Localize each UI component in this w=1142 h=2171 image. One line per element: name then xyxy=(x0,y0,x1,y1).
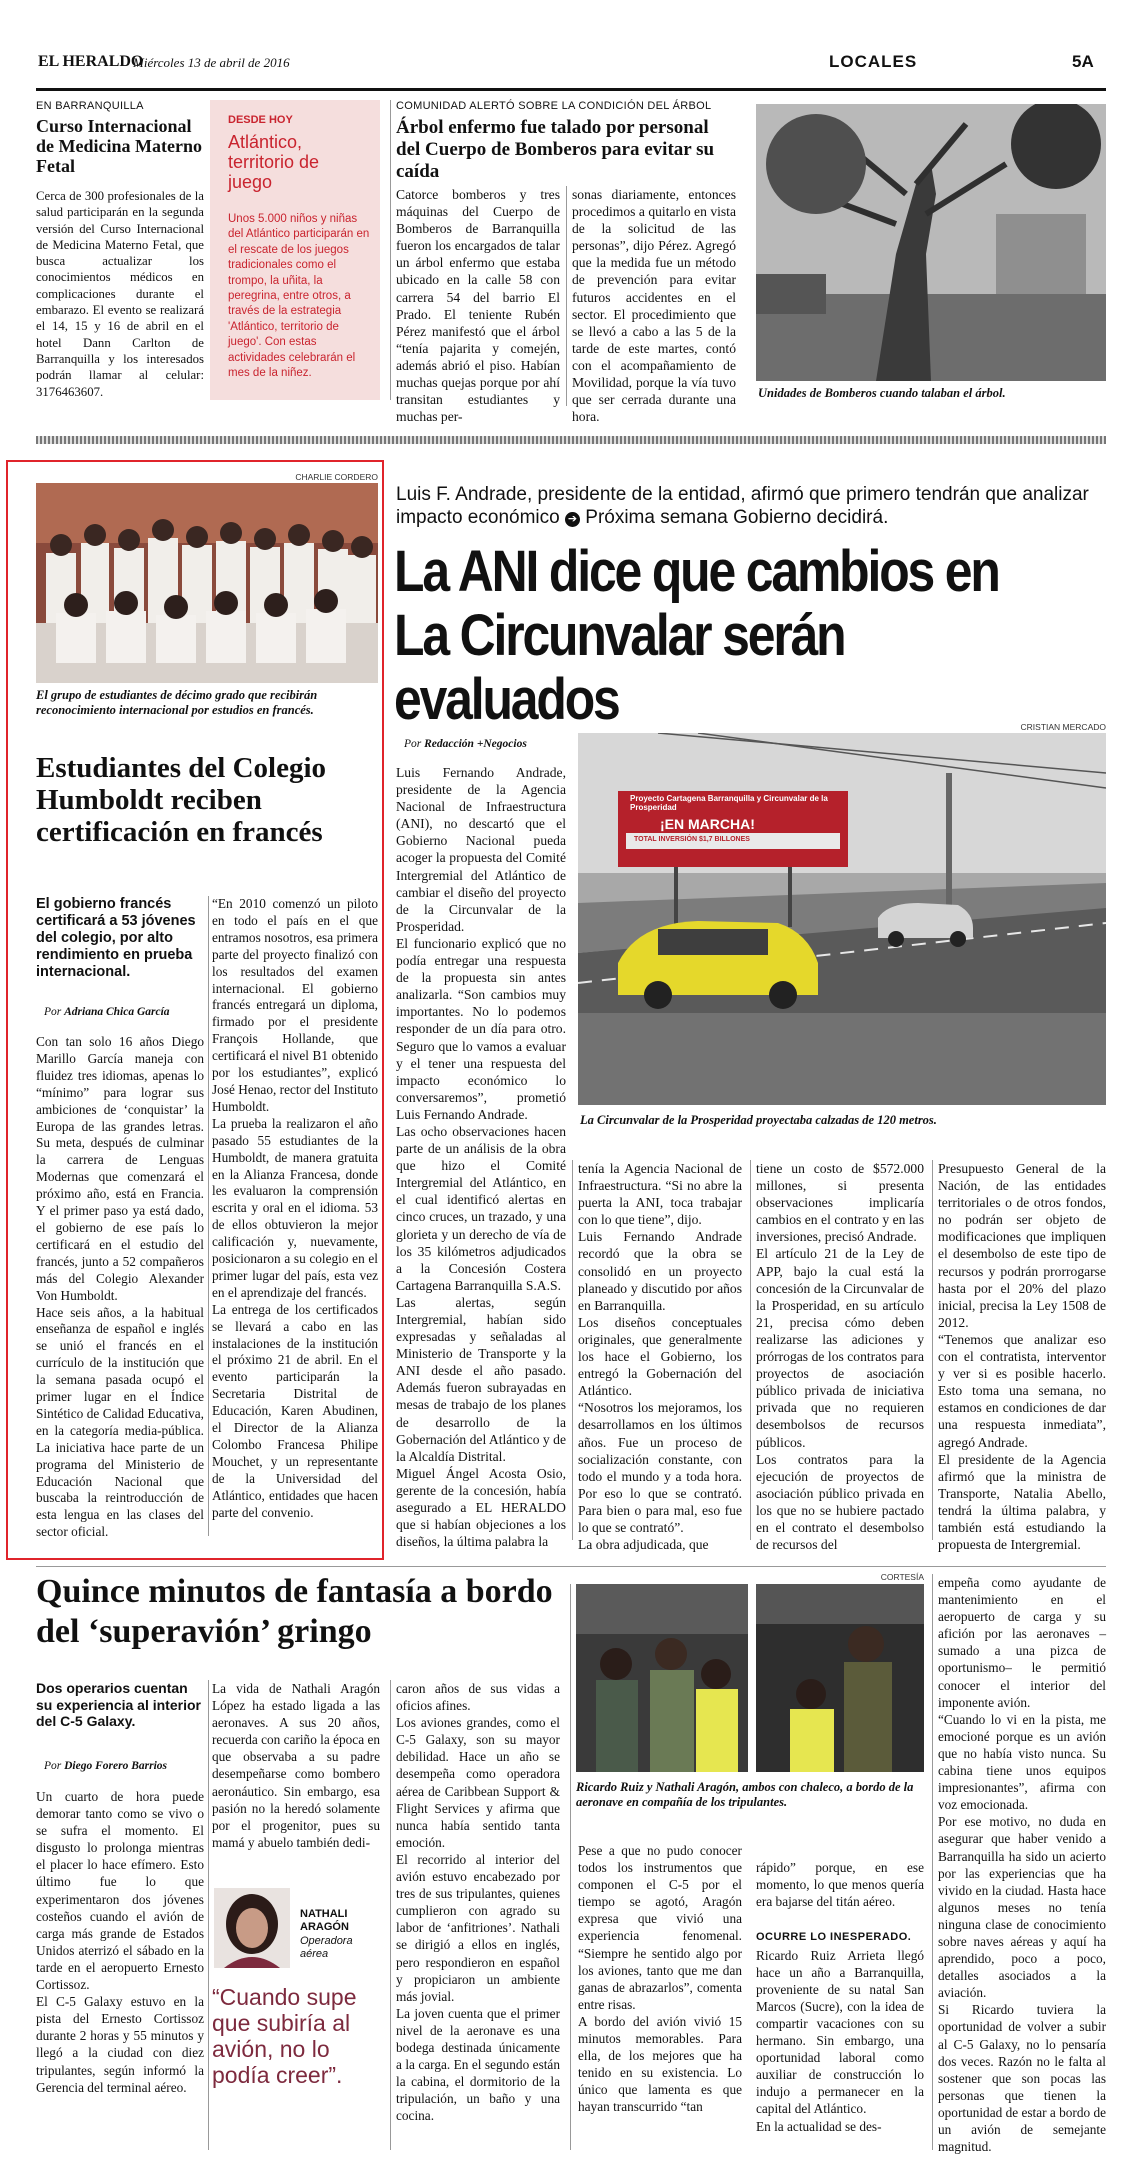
billboard-line-2: ¡EN MARCHA! xyxy=(660,816,755,832)
story-title: Árbol enfermo fue talado por personal del Cuerpo de Bomberos para evitar su caída xyxy=(396,117,715,182)
crew-caption: Ricardo Ruiz y Nathali Aragón, ambos con chaleco, a bordo de la aeronave en compañía de los tripulantes. xyxy=(576,1780,914,1809)
article-col-2: tenía la Agencia Nacional de Infraestructura. “Si no abre la puerta la ANI, toca trabajar con lo que tiene”, dijo. Luis Fernando Andrade recordó que la obra se consolidó en un proyecto planeado y discutido por años en Barranquilla. Los diseños conceptuales originales, que generalmente los hace el Gobierno, los entregó la Gobernación del Atlántico. “Nosotros los mejoramos, los desarrollamos en los últimos años. Fue un proceso de socialización constante, con todo el mundo y a toda hora. Por eso lo que se contrató. Para bien o para mal, eso fue lo que se contrató”. La obra adjudicada, que xyxy=(578,1161,742,1553)
article-col-3: tiene un costo de $572.000 millones, si presenta observaciones implicaría cambios en el contrato y en las inversiones, precisó Andrade. El artículo 21 de la Ley de APP, bajo la cual está la concesión de la Circunvalar de la Prosperidad, en su artículo 21, precisa cómo deben realizarse las adiciones y prórrogas de los contratos para proyectos de asociación público privada de iniciativa privada que no requieren desembolsos de recursos públicos. Los contratos para la ejecución de proyectos de asociación público privada en los que no se hubiere pactado en el contrato el desembolso de recursos del xyxy=(756,1161,924,1553)
article-col-5 xyxy=(756,1842,924,2135)
subhead: OCURRE LO INESPERADO. xyxy=(756,1931,912,1944)
col-5-a: rápido” porque, en ese momento, lo que menos quería era bajarse del titán aéreo. xyxy=(756,1860,924,1910)
article-byline xyxy=(44,1006,224,1018)
pull-quote: “Cuando supe que subiría al avión, no lo podía creer”. xyxy=(212,1984,357,2088)
col-5-b: Ricardo Ruiz Arrieta llegó hace un año a Barranquilla, proveniente de su natal San Marcos (Sucre), con la idea de compartir vacaciones con su hermano. Sin embargo, una oportunidad laboral como auxiliar de construcción lo indujo a permanecer en la capital del Atlántico. En la actualidad se des- xyxy=(756,1947,924,2134)
column-rule xyxy=(208,896,209,1536)
byline-prefix: Por xyxy=(44,1006,62,1018)
article-deck: El gobierno francés certificará a 53 jóvenes del colegio, por alto rendimiento en prueba internacional. xyxy=(36,896,196,980)
column-rule xyxy=(570,1584,571,2150)
deck-part-2: Próxima semana Gobierno decidirá. xyxy=(585,507,889,528)
byline-name: Adriana Chica García xyxy=(64,1006,170,1018)
column-rule xyxy=(390,100,391,400)
story-medicina xyxy=(36,100,204,400)
column-rule xyxy=(932,1160,933,1540)
photo-credit: CRISTIAN MERCADO xyxy=(1020,722,1106,732)
page-number: 5A xyxy=(1072,52,1094,71)
section-name: LOCALES xyxy=(829,52,918,71)
article-deck xyxy=(396,483,1106,529)
crew-photo-right xyxy=(756,1584,924,1772)
photo-credit: CORTESÍA xyxy=(880,1572,924,1582)
article-col-1: Luis Fernando Andrade, presidente de la Agencia Nacional de Infraestructura (ANI), no descartó que el Gobierno Nacional pueda acoger la propuesta del Comité Intergremial del Atlántico de cambiar el diseño del proyecto de la Circunvalar de la Prosperidad. El funcionario explicó que no podía entregar una respuesta de la propuesta sin antes analizarla. “Son cambios muy importantes. No lo podemos responder de un día para otro. Seguro que lo vamos a evaluar y el tener una respuesta del impacto económico lo conversaremos”, prometió Luis Fernando Andrade. Las ocho observaciones hacen parte de un análisis de la obra que hizo el Comité Intergremial del Atlántico, en el cual identificó alertas en cinco cruces, un trazado, y una glorieta y un derecho de vía de los 35 kilómetros adjudicados a la Concesión Costera Cartagena Barranquilla S.A.S. Las alertas, según Intergremial, habían sido expresadas y señaladas al Ministerio de Transporte y la ANI desde el año pasado. Además fueron subrayadas en mesas de trabajo de los planes de desarrollo de la Gobernación del Atlántico y de la Alcaldía Distrital. Miguel Ángel Acosta Osio, gerente de la concesión, había asegurado a EL HERALDO que si habían objeciones a los diseños, la última palabra la xyxy=(396,765,566,1550)
column-rule xyxy=(932,1574,933,2150)
column-rule xyxy=(750,1160,751,1540)
highway-photo xyxy=(578,733,1106,1105)
article-col-4: Presupuesto General de la Nación, de las entidades territoriales o de otros fondos, no podrán ser objeto de modificaciones que impliquen el desembolso de este tipo de recursos y podrán prorrogarse hasta por el 20% del plazo inicial, precisa la Ley 1508 de 2012. “Tenemos que analizar eso con el contratista, interventor y ver si es posible hacerlo. Esto toma una semana, no estamos en condiciones de dar una respuesta inmediata”, agregó Andrade. El presidente de la Agencia afirmó que la ministra de Transporte, Natalia Abello, tendrá la última palabra, y también está estudiando la propuesta de Intergremial. xyxy=(938,1161,1106,1553)
tree-photo xyxy=(756,104,1106,381)
story-body: Cerca de 300 profesionales de la salud participarán en la segunda versión del Curso Internacional de Medicina Materno Fetal, que busca actualizar los conocimientos médicos en complicaciones durante el embarazo. El evento se realizará el 14, 15 y 16 de abril en el hotel Dann Carlton de Barranquilla y los interesados podrán llamar al celular: 3176463607. xyxy=(36,189,204,399)
billboard-line-3: TOTAL INVERSIÓN $1,7 BILLONES xyxy=(634,836,750,843)
story-body: Unos 5.000 niños y niñas del Atlántico participarán en el rescate de los juegos tradicionales como el trompo, la uñita, la peregrina, entre otros, a través de la estrategia 'Atlántico, territorio de juego'. Con estas actividades celebrarán el mes de la niñez. xyxy=(228,213,370,380)
header-rule xyxy=(36,88,1106,91)
story-atlantico-box xyxy=(210,100,380,400)
story-col-1: Catorce bomberos y tres máquinas del Cuerpo de Bomberos de Barranquilla fueron los encargados de talar un árbol enfermo que estaba ubicado en la calle 58 con carrera 54 del barrio El Prado. El teniente Rubén Pérez manifestó que el árbol “tenía pajarita y comején, además abrió el piso. Habían muchas quejas porque por ahí transitan estudiantes y muchas per- xyxy=(396,187,560,425)
article-col-6: empeña como ayudante de mantenimiento en el aeropuerto de carga y su afición por las aeronaves –sumado a una pizca de oportunismo– le permitió conocer el interior del imponente avión. “Cuando lo vi en la pista, me emocioné porque es un avión que no había visto nunca. Su cabina tiene unos equipos impresionantes”, afirma con voz emocionada. Por ese motivo, no duda en asegurar que haber venido a Barranquilla ha sido un acierto por las experiencias que ha vivido en la ciudad. Hasta hace algunos meses no tenía ninguna clase de conocimiento sobre naves aéreas y aquí ha aprendido, poco a poco, detalles asociados a la aviación. Si Ricardo tuviera la oportunidad de volver a subir al C-5 Galaxy, no lo pensaría dos veces. Razón no le falta al sostener que son pocas las personas que tienen la oportunidad de estar a bordo de un avión de semejante magnitud. xyxy=(938,1575,1107,2155)
story-title: Atlántico, territorio de juego xyxy=(228,132,320,192)
article-title: Quince minutos de fantasía a bordo del ‘superavión’ gringo xyxy=(36,1573,553,1650)
students-caption: El grupo de estudiantes de décimo grado que recibirán reconocimiento internacional por estudios en francés. xyxy=(36,688,318,717)
article-title: Estudiantes del Colegio Humboldt reciben certificación en francés xyxy=(36,752,327,848)
crew-photo-left xyxy=(576,1584,748,1772)
byline-name: Diego Forero Barrios xyxy=(64,1760,167,1772)
article-byline xyxy=(404,738,574,750)
page-header xyxy=(36,50,1106,78)
article-deck: Dos operarios cuentan su experiencia al interior del C-5 Galaxy. xyxy=(36,1680,201,1729)
story-kicker: EN BARRANQUILLA xyxy=(36,100,144,112)
arrow-circle-icon: ➔ xyxy=(565,512,580,527)
story-title: Curso Internacional de Medicina Materno Fetal xyxy=(36,116,202,176)
article-title: La ANI dice que cambios en La Circunvalar serán evaluados xyxy=(394,539,999,732)
quote-name: NATHALI ARAGÓN xyxy=(300,1908,349,1933)
story-kicker: DESDE HOY xyxy=(228,114,293,126)
tree-caption: Unidades de Bomberos cuando talaban el árbol. xyxy=(758,386,1006,400)
highway-caption: La Circunvalar de la Prosperidad proyectaba calzadas de 120 metros. xyxy=(580,1113,937,1127)
column-rule xyxy=(208,1680,209,2150)
section-divider xyxy=(36,436,1106,444)
story-kicker: COMUNIDAD ALERTÓ SOBRE LA CONDICIÓN DEL ÁRBOL xyxy=(396,100,712,112)
article-col-4: Pese a que no pudo conocer todos los instrumentos que componen el C-5 por el tiempo se agotó, Aragón expresa que vivió una experiencia fenomenal. “Siempre he sentido algo por los aviones, tanto que me dan ganas de abrazarlos”, comenta entre risas. A bordo del avión vivió 15 minutos memorables. Para ella, de los mejores que ha tenido en su existencia. Lo único que lamenta es que hayan transcurrido “tan xyxy=(578,1843,742,2115)
quote-role: Operadora aérea xyxy=(300,1935,353,1960)
byline-prefix: Por xyxy=(404,738,422,750)
portrait-photo xyxy=(214,1888,290,1968)
deck-part-1: Luis F. Andrade, presidente de la entidad, afirmó que primero tendrán que analizar impacto económico xyxy=(396,484,1089,528)
column-rule xyxy=(572,1160,573,1540)
byline-prefix: Por xyxy=(44,1760,62,1772)
article-col-3: caron años de sus vidas a oficios afines. Los aviones grandes, como el C-5 Galaxy, son su mayor debilidad. Hace un año se desempeña como operadora aérea de Caribbean Support & Flight Services y afirma que nunca había sentido tanta emoción. El recorrido al interior del avión estuvo encabezado por tres de sus tripulantes, quienes cumplieron con agrado su labor de ‘anfitriones’. Nathali se dirigió a ellos en inglés, pero respondieron en español y propiciaron un ambiente más jovial. La joven cuenta que el primer nivel de la aeronave es una bodega destinada únicamente a la carga. En el segundo están la cabina, el dormitorio de la tripulación, un baño y una cocina. xyxy=(396,1681,560,2124)
article-byline xyxy=(44,1760,214,1772)
story-col-2: sonas diariamente, entonces procedimos a quitarlo en vista de la solicitud de las personas”, dijo Pérez. Agregó que la medida fue un método de prevención para evitar futuros accidentes en el sector. El procedimiento que se llevó a cabo a las 5 de la tarde de este martes, contó con el acompañamiento de Movilidad, porque la vía tuvo que ser cerrada durante una hora. xyxy=(572,187,736,425)
column-rule xyxy=(390,1680,391,2150)
article-col-1: Un cuarto de hora puede demorar tanto como se vivo o se sufra el momento. El disgusto lo prolonga mientras el placer lo hace efímero. Esto último fue lo que experimentaron dos jóvenes costeños cuando el avión de carga más grande de Estados Unidos aterrizó el sábado en la tarde en el aeropuerto Ernesto Cortissoz. El C-5 Galaxy estuvo en la pista del Ernesto Cortissoz durante 2 horas y 55 minutos y llegó a la ciudad con diez tripulantes, según informó la Gerencia del terminal aéreo. xyxy=(36,1789,204,2095)
issue-date: Miércoles 13 de abril de 2016 xyxy=(133,55,290,70)
article-col-1: Con tan solo 16 años Diego Marillo García maneja con fluidez tres idiomas, apenas lo “mínimo” para lograr sus ambiciones de ‘conquistar’ la Europa de las grandes letras. Su meta, después de culminar la carrera de Lenguas Modernas que comenzará el próximo año, está en Francia. Y el primer paso ya está dado, el gobierno de ese país lo certificará en el estudio del francés, junto a 52 compañeros más del Colegio Alexander Von Humboldt. Hace seis años, a la habitual enseñanza de español e inglés se unió el francés en el currículo de la institución que la semana pasada ocupó el primer lugar en el Índice Sintético de Calidad Educativa, en la categoría media-pública. La iniciativa hace parte de un programa del Ministerio de Educación Nacional que buscaba la reintroducción de esta lengua en las clases del sector oficial. xyxy=(36,1034,204,1540)
billboard-line-1: Proyecto Cartagena Barranquilla y Circunvalar de la Prosperidad xyxy=(630,794,828,812)
byline-name: Redacción +Negocios xyxy=(424,738,527,750)
article-col-2: “En 2010 comenzó un piloto en todo el país en el que entramos nosotros, esa primera parte del proyecto finalizó con los resultados del examen internacional. El gobierno francés entregará un diploma, firmado por el presidente François Hollande, que certificará el nivel B1 obtenido por los estudiantes”, explicó José Henao, rector del Instituto Humboldt. La prueba la realizaron el año pasado 55 estudiantes de la Humboldt, de manera gratuita en la Alianza Francesa, donde les evaluaron la comprensión escrita y oral en el idioma. 53 de ellos obtuvieron la mejor calificación y, nuevamente, posicionaron a su colegio en el primer lugar del país, esta vez en el aprendizaje del francés. La entrega de los certificados se llevará a cabo en las instalaciones de la institución el próximo 21 de abril. En el evento participarán la Secretaria Distrital de Educación, Karen Abudinen, el Director de la Alianza Colombo Francesa Philipe Mouchet, y un representante de la Universidad del Atlántico, entidades que hacen parte del convenio. xyxy=(212,896,378,1520)
column-rule xyxy=(566,186,567,406)
paper-name: EL HERALDO xyxy=(38,53,144,70)
photo-credit: CHARLIE CORDERO xyxy=(295,472,378,482)
article-col-2: La vida de Nathali Aragón López ha estado ligada a las aeronaves. A sus 20 años, recuerda con cariño la época en que observaba a su padre desempeñarse como bombero aeronáutico. Sin embargo, esa pasión no la heredó solamente por el progenitor, pues su mamá y abuelo también dedi- xyxy=(212,1681,380,1850)
section-rule xyxy=(36,1566,1106,1567)
students-photo xyxy=(36,483,378,683)
